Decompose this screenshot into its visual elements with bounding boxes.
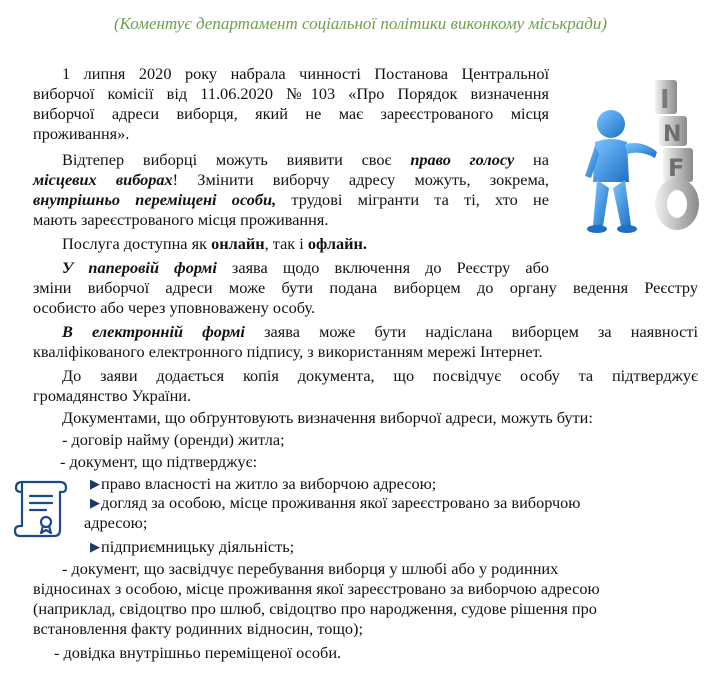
blue-person bbox=[585, 110, 657, 233]
p1-line-1: 1 липня 2020 року набрала чинності Постанова Центральної bbox=[62, 64, 549, 83]
p7-line-5: відносинах з особою, місце проживання якої зареєстровано за виборчою адресою bbox=[33, 579, 600, 598]
p3-line: Послуга доступна як онлайн, так і офлайн. bbox=[62, 234, 367, 253]
p1-line-2: виборчої комісії від 11.06.2020 №103 «Про Порядок визначення bbox=[33, 84, 549, 103]
bullet-item-2-line-2: адресою; bbox=[84, 513, 148, 532]
p1-line-4: проживання». bbox=[33, 124, 130, 143]
p1-line-3: виборчої адреси виборця, який не має зареєстрованого місця bbox=[33, 104, 549, 123]
p5-line-2: кваліфікованого електронного підпису, з використанням мережі Інтернет. bbox=[33, 342, 543, 361]
p6-line-2: громадянство України. bbox=[33, 386, 192, 405]
bullet-item-1: право власності на житло за виборчою адресою; bbox=[101, 474, 437, 493]
p5-line-1: В електронній формі заява може бути надіслана виборцем за наявності bbox=[62, 322, 699, 341]
bullet-arrow-icon: ▶ bbox=[90, 495, 100, 510]
bullet-item-3: підприємницьку діяльність; bbox=[101, 537, 295, 556]
section-caption: (Коментує департамент соціальної політики виконкому міськради) bbox=[113, 14, 608, 33]
p7-line-4: - документ, що засвідчує перебування виборця у шлюбі або у родинних bbox=[62, 559, 559, 578]
p7-line-2: - договір найму (оренди) житла; bbox=[62, 430, 285, 449]
p2-line-1: Відтепер виборці можуть виявити своє право голосу на bbox=[62, 150, 549, 169]
info-person-illustration bbox=[577, 78, 709, 238]
p4-line-2: зміни виборчої адреси може бути подана виборцем до органу ведення Реєстру bbox=[33, 278, 698, 297]
p7-line-1: Документами, що обґрунтовують визначення виборчої адреси, можуть бути: bbox=[62, 408, 593, 427]
p6-line-1: До заяви додається копія документа, що посвідчує особу та підтверджує bbox=[62, 366, 698, 385]
bullet-arrow-icon: ▶ bbox=[90, 476, 100, 491]
p4-line-1: У паперовій формі заява щодо включення до Реєстру або bbox=[62, 258, 549, 277]
bullet-arrow-icon: ▶ bbox=[90, 539, 100, 554]
info-letters bbox=[655, 80, 699, 230]
p2-line-2: місцевих виборах! Змінити виборчу адресу можуть, зокрема, bbox=[33, 170, 549, 189]
p7-line-8: - довідка внутрішньо переміщеної особи. bbox=[54, 643, 342, 662]
p7-line-6: (наприклад, свідоцтво про шлюб, свідоцтво про народження, судове рішення про bbox=[33, 599, 597, 618]
p2-line-4: мають зареєстрованого місця проживання. bbox=[33, 210, 329, 229]
p2-line-3: внутрішньо переміщені особи, трудові мігранти та ті, хто не bbox=[33, 190, 549, 209]
document-icon bbox=[12, 476, 70, 538]
p4-line-3: особисто або через уповноважену особу. bbox=[33, 298, 316, 317]
svg-text:I: I bbox=[660, 85, 670, 115]
p7-line-3: - документ, що підтверджує: bbox=[60, 452, 258, 471]
svg-text:N: N bbox=[663, 122, 682, 147]
p7-line-7: встановлення факту родинних відносин, тощо); bbox=[33, 619, 363, 638]
svg-text:F: F bbox=[668, 154, 685, 182]
bullet-item-2-line-1: догляд за особою, місце проживання якої зареєстровано за виборчою bbox=[101, 493, 581, 512]
